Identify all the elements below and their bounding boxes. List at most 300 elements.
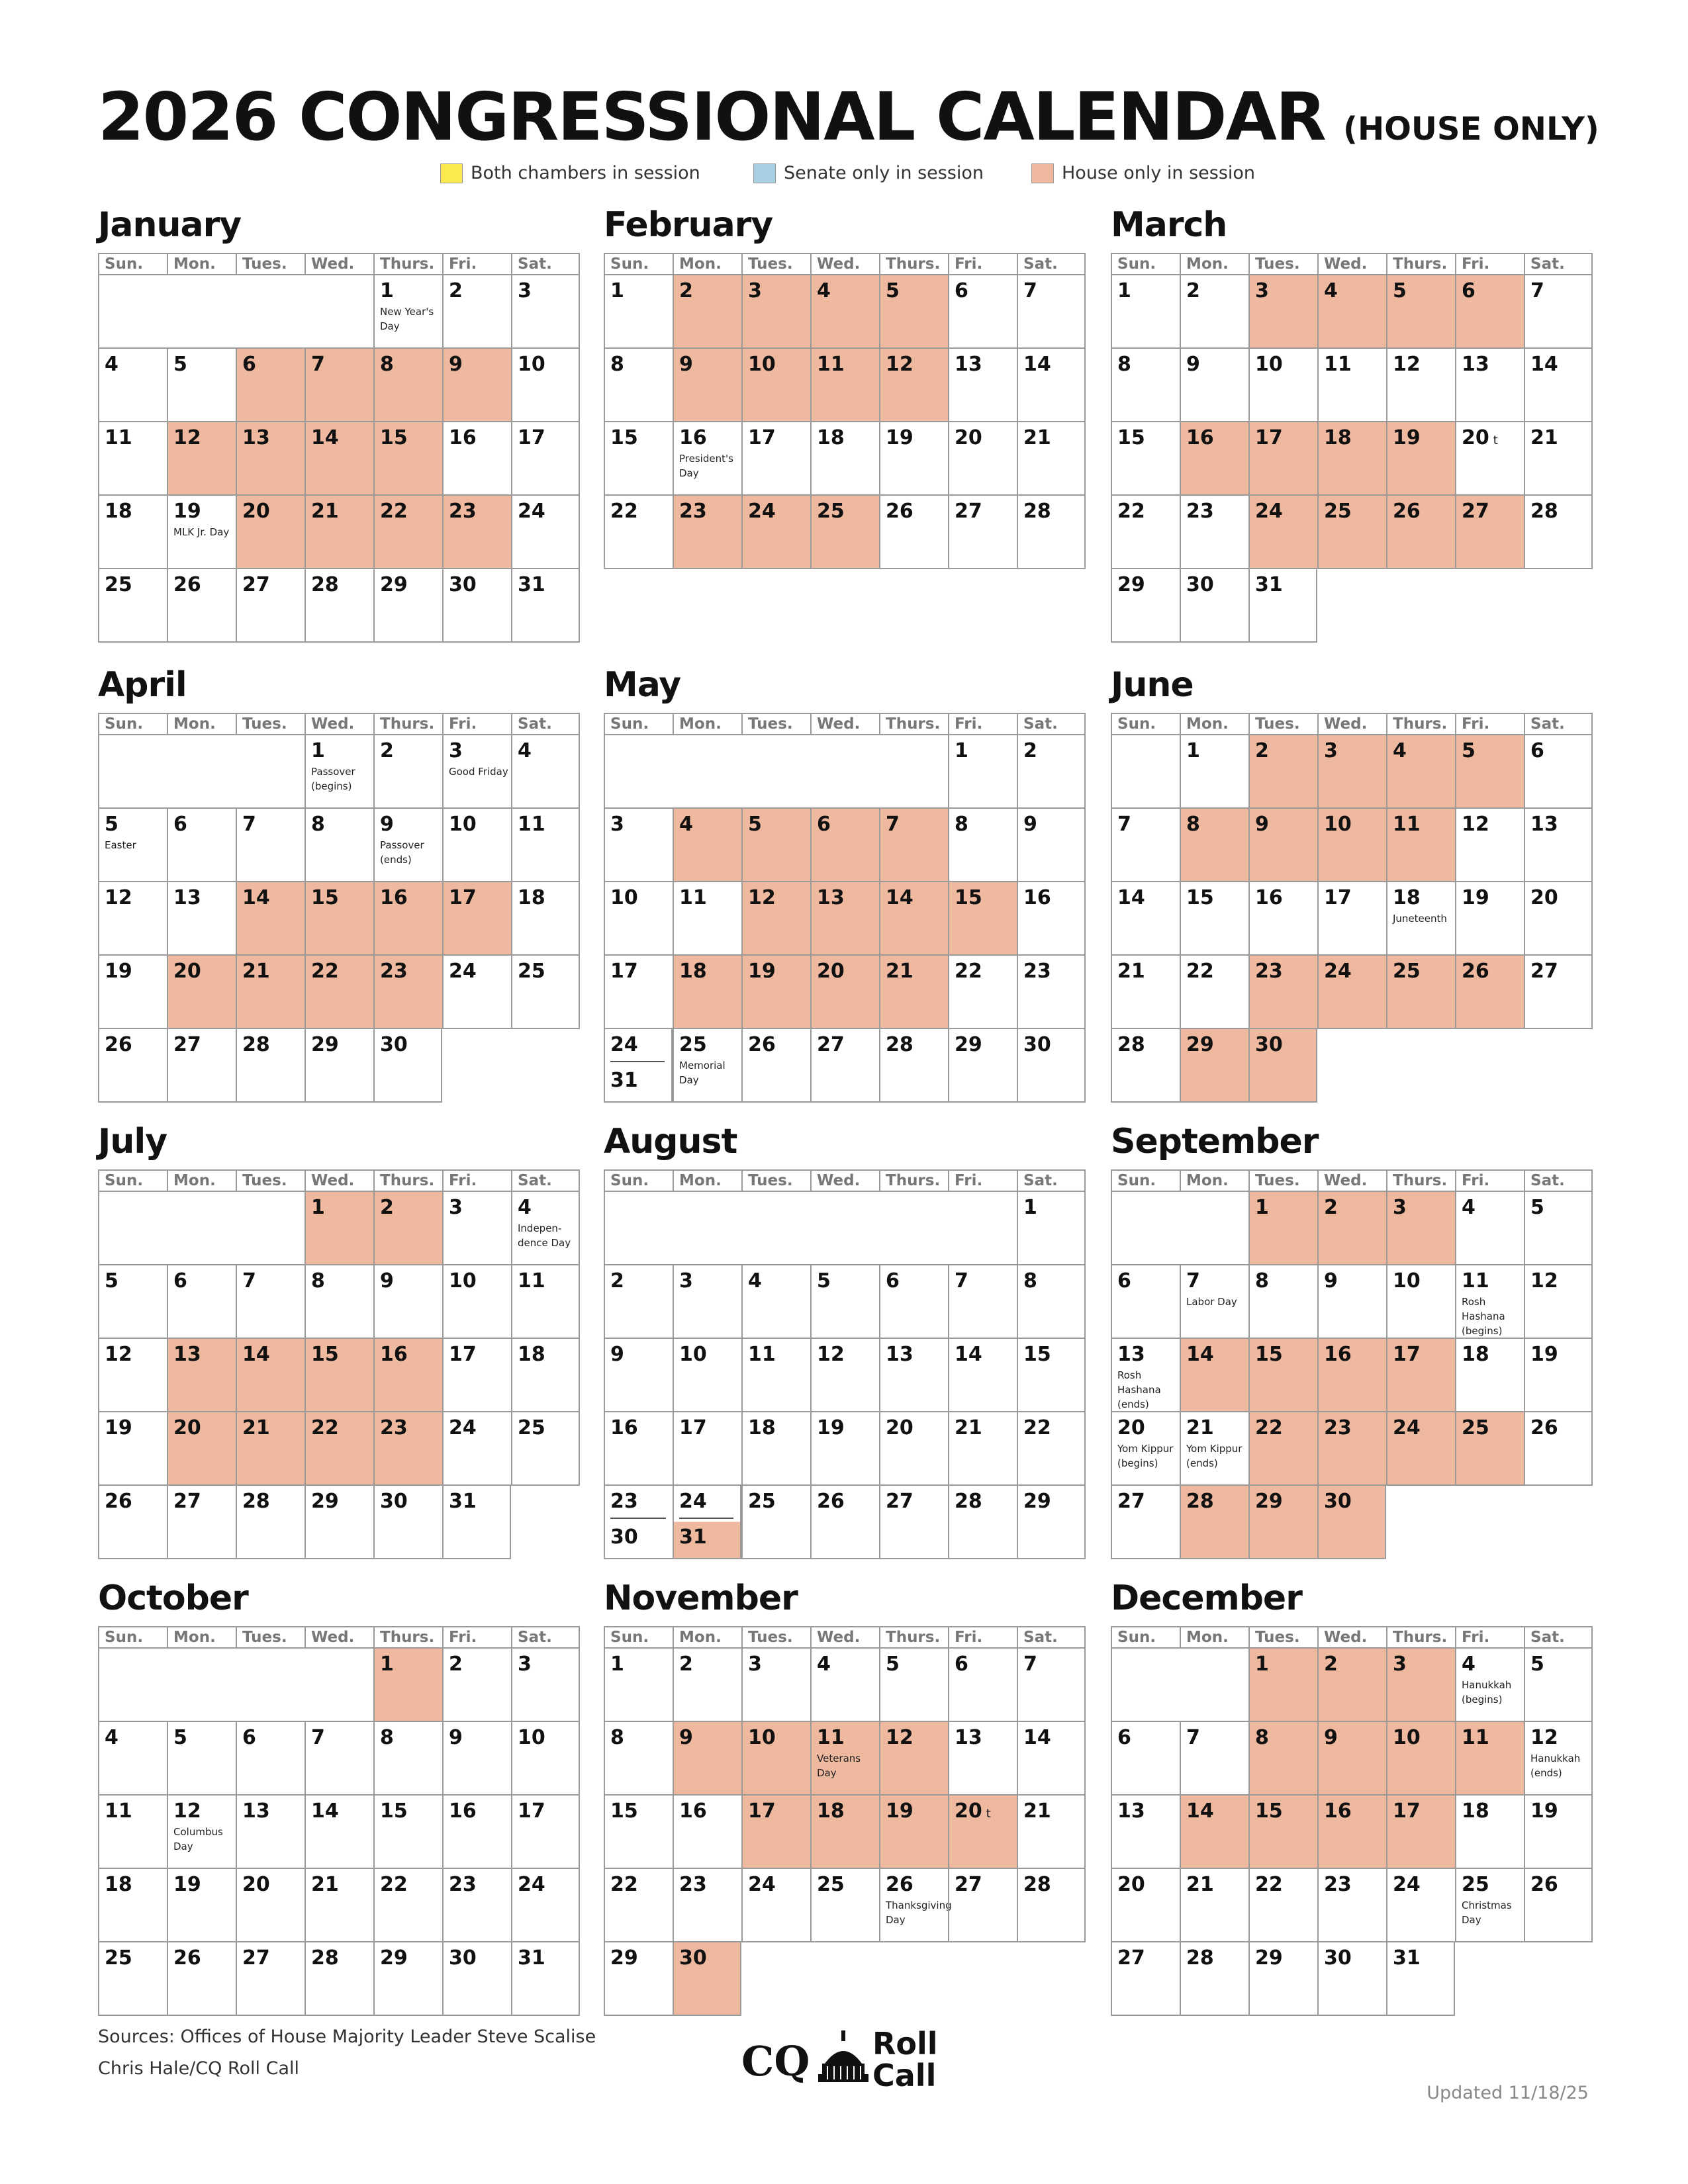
day-number: 22 <box>311 1416 339 1439</box>
day-number: 13 <box>173 886 201 909</box>
day-cell <box>879 1029 948 1103</box>
month-name: April <box>98 665 187 705</box>
day-cell <box>741 349 810 422</box>
day-number: 6 <box>173 813 187 836</box>
day-cell <box>98 956 167 1029</box>
day-cell <box>442 349 511 422</box>
day-cell <box>810 496 879 569</box>
day-cell <box>1317 1339 1386 1412</box>
holiday-note: Christmas Day <box>1462 1899 1512 1926</box>
day-number: 8 <box>380 1726 394 1749</box>
day-cell <box>810 882 879 956</box>
day-number: 2 <box>449 279 463 302</box>
day-number: 18 <box>105 1873 132 1896</box>
calendar-week <box>604 422 1086 496</box>
day-cell <box>442 422 511 496</box>
calendar-week <box>604 956 1086 1029</box>
calendar-week <box>98 1339 580 1412</box>
calendar-week <box>98 1722 580 1796</box>
day-number: 7 <box>242 1269 256 1293</box>
empty-cell <box>305 1649 373 1722</box>
calendar-week <box>1111 735 1593 809</box>
day-number: 29 <box>311 1490 339 1513</box>
split-divider <box>679 1518 733 1519</box>
day-number: 5 <box>748 813 762 836</box>
day-cell <box>511 1649 580 1722</box>
day-number: 2 <box>1324 1196 1338 1219</box>
day-number: 12 <box>886 353 914 376</box>
day-number: 20 <box>242 500 270 523</box>
day-cell <box>1386 1265 1455 1339</box>
day-number: 6 <box>1462 279 1476 302</box>
empty-cell <box>948 1942 1017 2016</box>
day-cell <box>373 809 442 882</box>
month-grid <box>98 253 580 643</box>
day-cell <box>98 1486 167 1559</box>
day-number: 18 <box>817 1799 845 1823</box>
calendar-week <box>604 882 1086 956</box>
empty-cell <box>1455 1942 1524 2016</box>
day-cell <box>373 275 442 349</box>
day-cell <box>604 1942 673 2016</box>
day-cell <box>1111 1412 1180 1486</box>
day-number: 17 <box>518 426 545 449</box>
day-cell <box>1248 349 1317 422</box>
day-number: 19 <box>105 1416 132 1439</box>
calendar-week <box>604 275 1086 349</box>
day-cell <box>1317 1942 1386 2016</box>
day-number: 9 <box>679 1726 693 1749</box>
legend-swatch-senate <box>753 163 776 183</box>
day-number: 11 <box>105 426 132 449</box>
holiday-note: Yom Kippur (ends) <box>1186 1443 1243 1469</box>
day-cell <box>98 1029 167 1103</box>
day-number: 19 <box>173 1873 201 1896</box>
title-main: 2026 CONGRESSIONAL CALENDAR <box>98 78 1325 156</box>
tentative-mark: t <box>1493 433 1498 447</box>
legend-item-both <box>440 163 700 183</box>
day-number: 24 <box>518 500 545 523</box>
day-number: 29 <box>610 1946 638 1970</box>
day-number: 25 <box>518 960 545 983</box>
day-number: 8 <box>1255 1726 1269 1749</box>
day-number: 15 <box>610 1799 638 1823</box>
day-cell <box>1180 809 1248 882</box>
day-number: 15 <box>955 886 982 909</box>
empty-cell <box>879 735 948 809</box>
day-cell <box>1455 496 1524 569</box>
day-cell <box>1180 1722 1248 1796</box>
day-cell <box>1017 275 1086 349</box>
day-number: 14 <box>242 1343 270 1366</box>
day-cell <box>1455 1796 1524 1869</box>
weekday-label: Fri. <box>442 1626 511 1649</box>
day-cell <box>373 1192 442 1265</box>
weekday-label: Sat. <box>511 1626 580 1649</box>
day-cell <box>98 1796 167 1869</box>
day-cell <box>741 1869 810 1942</box>
day-number: 3 <box>610 813 624 836</box>
calendar-week <box>1111 422 1593 496</box>
day-cell <box>1017 1486 1086 1559</box>
day-number: 17 <box>449 886 477 909</box>
day-cell <box>1455 1412 1524 1486</box>
weekday-label: Tues. <box>1248 713 1317 735</box>
day-cell <box>948 1869 1017 1942</box>
calendar-week <box>1111 1649 1593 1722</box>
day-cell <box>442 1942 511 2016</box>
calendar-week <box>98 1649 580 1722</box>
day-number: 29 <box>1117 573 1145 596</box>
day-cell <box>1386 1796 1455 1869</box>
day-cell <box>1317 882 1386 956</box>
empty-cell <box>236 735 305 809</box>
day-cell <box>1317 1265 1386 1339</box>
day-cell <box>1111 1869 1180 1942</box>
day-cell <box>1111 569 1180 643</box>
day-cell <box>673 1722 741 1796</box>
day-number: 3 <box>1393 1196 1407 1219</box>
day-cell <box>879 1722 948 1796</box>
day-cell <box>810 956 879 1029</box>
day-cell <box>1455 809 1524 882</box>
day-number: 9 <box>1255 813 1269 836</box>
day-number: 23 <box>1186 500 1214 523</box>
day-number: 15 <box>311 1343 339 1366</box>
calendar-week <box>1111 1722 1593 1796</box>
weekday-label: Sun. <box>1111 713 1180 735</box>
day-cell <box>948 422 1017 496</box>
day-cell <box>305 1192 373 1265</box>
day-cell <box>1180 569 1248 643</box>
day-number: 16 <box>380 1343 408 1366</box>
day-cell <box>948 809 1017 882</box>
day-cell <box>879 956 948 1029</box>
empty-cell <box>1111 1192 1180 1265</box>
calendar-week <box>1111 349 1593 422</box>
day-cell <box>810 1029 879 1103</box>
day-cell <box>1111 1029 1180 1103</box>
day-number: 26 <box>886 1873 914 1896</box>
day-cell <box>810 1412 879 1486</box>
day-number: 28 <box>311 1946 339 1970</box>
weekday-label: Wed. <box>305 1626 373 1649</box>
day-number: 19 <box>748 960 776 983</box>
day-cell <box>373 1649 442 1722</box>
logo-call: Call <box>872 2058 937 2093</box>
weekday-label: Wed. <box>1317 1169 1386 1192</box>
day-number: 13 <box>1530 813 1558 836</box>
day-number: 28 <box>886 1033 914 1056</box>
holiday-note: Labor Day <box>1186 1296 1237 1308</box>
day-number: 3 <box>1324 739 1338 762</box>
empty-cell <box>236 1192 305 1265</box>
day-cell <box>167 882 236 956</box>
empty-cell <box>442 1029 511 1103</box>
month-name: October <box>98 1578 248 1618</box>
calendar-week <box>604 1029 1086 1103</box>
empty-cell <box>1386 1486 1455 1559</box>
day-number: 12 <box>105 1343 132 1366</box>
day-cell <box>604 349 673 422</box>
empty-cell <box>98 1192 167 1265</box>
empty-cell <box>1180 1192 1248 1265</box>
month-name: March <box>1111 205 1227 245</box>
day-number: 2 <box>679 1653 693 1676</box>
split-divider <box>610 1518 666 1519</box>
day-number: 24 <box>748 1873 776 1896</box>
day-number: 18 <box>518 1343 545 1366</box>
empty-cell <box>741 1192 810 1265</box>
day-cell <box>511 809 580 882</box>
day-cell <box>167 422 236 496</box>
weekday-label: Thurs. <box>1386 1626 1455 1649</box>
holiday-note: Rosh Hashana (ends) <box>1117 1369 1161 1410</box>
day-number: 27 <box>173 1033 201 1056</box>
day-number: 4 <box>105 1726 118 1749</box>
day-cell <box>373 1796 442 1869</box>
logo-roll: Roll <box>872 2026 938 2062</box>
day-cell <box>741 1412 810 1486</box>
day-cell <box>1248 1649 1317 1722</box>
day-cell <box>1248 809 1317 882</box>
empty-cell <box>879 1192 948 1265</box>
day-number: 19 <box>1393 426 1421 449</box>
day-cell <box>373 1722 442 1796</box>
day-cell <box>948 956 1017 1029</box>
day-number: 9 <box>380 1269 394 1293</box>
day-cell <box>1111 809 1180 882</box>
day-number: 9 <box>1324 1269 1338 1293</box>
day-cell <box>98 1339 167 1412</box>
capitol-icon <box>818 2030 868 2082</box>
empty-cell <box>673 1192 741 1265</box>
calendar-week <box>98 1869 580 1942</box>
empty-cell <box>604 735 673 809</box>
day-cell <box>442 735 511 809</box>
month-name: May <box>604 665 681 705</box>
weekday-label: Sat. <box>1017 1626 1086 1649</box>
day-cell <box>1386 1339 1455 1412</box>
day-cell <box>1317 956 1386 1029</box>
day-number: 21 <box>311 500 339 523</box>
weekday-label: Fri. <box>948 713 1017 735</box>
day-cell <box>1248 1722 1317 1796</box>
day-cell <box>1455 735 1524 809</box>
day-cell <box>167 1029 236 1103</box>
day-cell <box>1455 956 1524 1029</box>
day-cell <box>373 735 442 809</box>
day-cell <box>1180 1942 1248 2016</box>
day-cell <box>1317 1869 1386 1942</box>
empty-cell <box>1455 1486 1524 1559</box>
day-cell <box>305 349 373 422</box>
day-cell <box>1524 422 1593 496</box>
empty-cell <box>1524 1029 1593 1103</box>
day-cell <box>305 1869 373 1942</box>
day-number: 9 <box>449 1726 463 1749</box>
day-cell <box>604 1869 673 1942</box>
day-cell <box>511 735 580 809</box>
empty-cell <box>810 1942 879 2016</box>
weekday-label: Mon. <box>1180 1169 1248 1192</box>
day-cell <box>1386 275 1455 349</box>
holiday-note: President's Day <box>679 453 733 479</box>
day-number: 14 <box>955 1343 982 1366</box>
day-number: 29 <box>1023 1490 1051 1513</box>
holiday-note: Easter <box>105 839 136 851</box>
day-cell <box>1317 1486 1386 1559</box>
day-number: 9 <box>1023 813 1037 836</box>
holiday-note: Yom Kippur (begins) <box>1117 1443 1174 1469</box>
day-cell <box>236 1722 305 1796</box>
weekday-label: Thurs. <box>373 1626 442 1649</box>
day-number: 7 <box>1023 279 1037 302</box>
day-cell <box>1248 1486 1317 1559</box>
weekday-label: Sun. <box>1111 1169 1180 1192</box>
day-number: 17 <box>1393 1799 1421 1823</box>
day-number: 11 <box>1393 813 1421 836</box>
day-cell <box>1180 275 1248 349</box>
day-number: 4 <box>748 1269 762 1293</box>
day-cell <box>98 882 167 956</box>
calendar-week <box>604 1649 1086 1722</box>
day-number: 25 <box>817 500 845 523</box>
empty-cell <box>167 735 236 809</box>
day-number: 6 <box>1530 739 1544 762</box>
day-number: 12 <box>173 1799 201 1823</box>
day-cell <box>879 1796 948 1869</box>
day-cell <box>741 1265 810 1339</box>
day-number: 30 <box>380 1490 408 1513</box>
day-cell <box>741 1029 810 1103</box>
day-number: 6 <box>173 1269 187 1293</box>
day-cell <box>373 1869 442 1942</box>
day-number: 7 <box>886 813 900 836</box>
empty-cell <box>1017 1942 1086 2016</box>
day-number: 30 <box>1324 1490 1352 1513</box>
day-number: 22 <box>380 1873 408 1896</box>
day-cell <box>442 1192 511 1265</box>
day-cell <box>673 809 741 882</box>
weekday-label: Tues. <box>236 1626 305 1649</box>
day-number: 25 <box>105 573 132 596</box>
month-grid <box>604 1169 1086 1559</box>
day-cell <box>98 1869 167 1942</box>
legend-item-house <box>1031 163 1255 183</box>
day-number: 24 <box>610 1033 638 1056</box>
day-cell <box>511 1722 580 1796</box>
day-number: 10 <box>518 1726 545 1749</box>
day-number: 1 <box>380 279 394 302</box>
day-cell <box>305 809 373 882</box>
day-cell <box>1180 956 1248 1029</box>
day-number: 25 <box>105 1946 132 1970</box>
day-cell <box>1386 1722 1455 1796</box>
day-number: 5 <box>173 353 187 376</box>
calendar-week <box>98 735 580 809</box>
day-cell <box>373 1942 442 2016</box>
day-cell <box>1180 1412 1248 1486</box>
day-cell <box>167 1722 236 1796</box>
day-cell <box>673 956 741 1029</box>
day-cell <box>167 809 236 882</box>
day-number: 7 <box>1186 1726 1200 1749</box>
weekday-label: Tues. <box>236 1169 305 1192</box>
day-number: 19 <box>105 960 132 983</box>
day-number: 5 <box>1393 279 1407 302</box>
day-number: 2 <box>1186 279 1200 302</box>
day-number: 29 <box>1186 1033 1214 1056</box>
day-number: 27 <box>1530 960 1558 983</box>
weekday-label: Thurs. <box>879 1169 948 1192</box>
day-cell <box>1386 496 1455 569</box>
weekday-label: Sat. <box>1524 253 1593 275</box>
weekday-header <box>98 713 580 735</box>
day-number: 8 <box>380 353 394 376</box>
day-cell <box>442 1869 511 1942</box>
day-cell <box>948 275 1017 349</box>
day-cell <box>167 956 236 1029</box>
empty-cell <box>1317 569 1386 643</box>
weekday-label: Sun. <box>604 1626 673 1649</box>
day-number: 17 <box>518 1799 545 1823</box>
day-number: 21 <box>1530 426 1558 449</box>
day-cell <box>1386 1192 1455 1265</box>
day-number: 29 <box>1255 1490 1283 1513</box>
day-cell <box>1317 422 1386 496</box>
day-number: 30 <box>449 1946 477 1970</box>
day-number: 17 <box>1255 426 1283 449</box>
empty-cell <box>511 1486 580 1559</box>
weekday-label: Thurs. <box>879 253 948 275</box>
day-cell <box>1248 1412 1317 1486</box>
day-number: 11 <box>817 1726 845 1749</box>
weekday-label: Mon. <box>167 1169 236 1192</box>
day-number: 12 <box>817 1343 845 1366</box>
day-number: 30 <box>610 1525 638 1549</box>
day-number: 1 <box>311 739 325 762</box>
day-number: 31 <box>449 1490 477 1513</box>
day-cell <box>948 1796 1017 1869</box>
day-cell <box>1524 956 1593 1029</box>
day-cell <box>1248 1942 1317 2016</box>
day-number: 29 <box>380 1946 408 1970</box>
calendar-week <box>98 422 580 496</box>
day-number: 7 <box>242 813 256 836</box>
day-number: 15 <box>1255 1343 1283 1366</box>
day-cell <box>810 1339 879 1412</box>
day-number: 16 <box>449 1799 477 1823</box>
day-number: 10 <box>1393 1726 1421 1749</box>
month-grid <box>604 713 1086 1103</box>
day-number: 25 <box>1462 1416 1489 1439</box>
weekday-label: Sat. <box>1017 253 1086 275</box>
weekday-label: Fri. <box>442 1169 511 1192</box>
day-number: 20 <box>886 1416 914 1439</box>
day-number: 1 <box>1117 279 1131 302</box>
day-cell <box>1524 735 1593 809</box>
day-cell <box>948 882 1017 956</box>
day-number: 27 <box>173 1490 201 1513</box>
day-number: 20 <box>955 426 982 449</box>
day-number: 18 <box>105 500 132 523</box>
weekday-label: Sun. <box>604 253 673 275</box>
day-number: 29 <box>380 573 408 596</box>
day-cell <box>1455 275 1524 349</box>
holiday-note: Passover (ends) <box>380 839 424 866</box>
day-cell <box>1017 349 1086 422</box>
